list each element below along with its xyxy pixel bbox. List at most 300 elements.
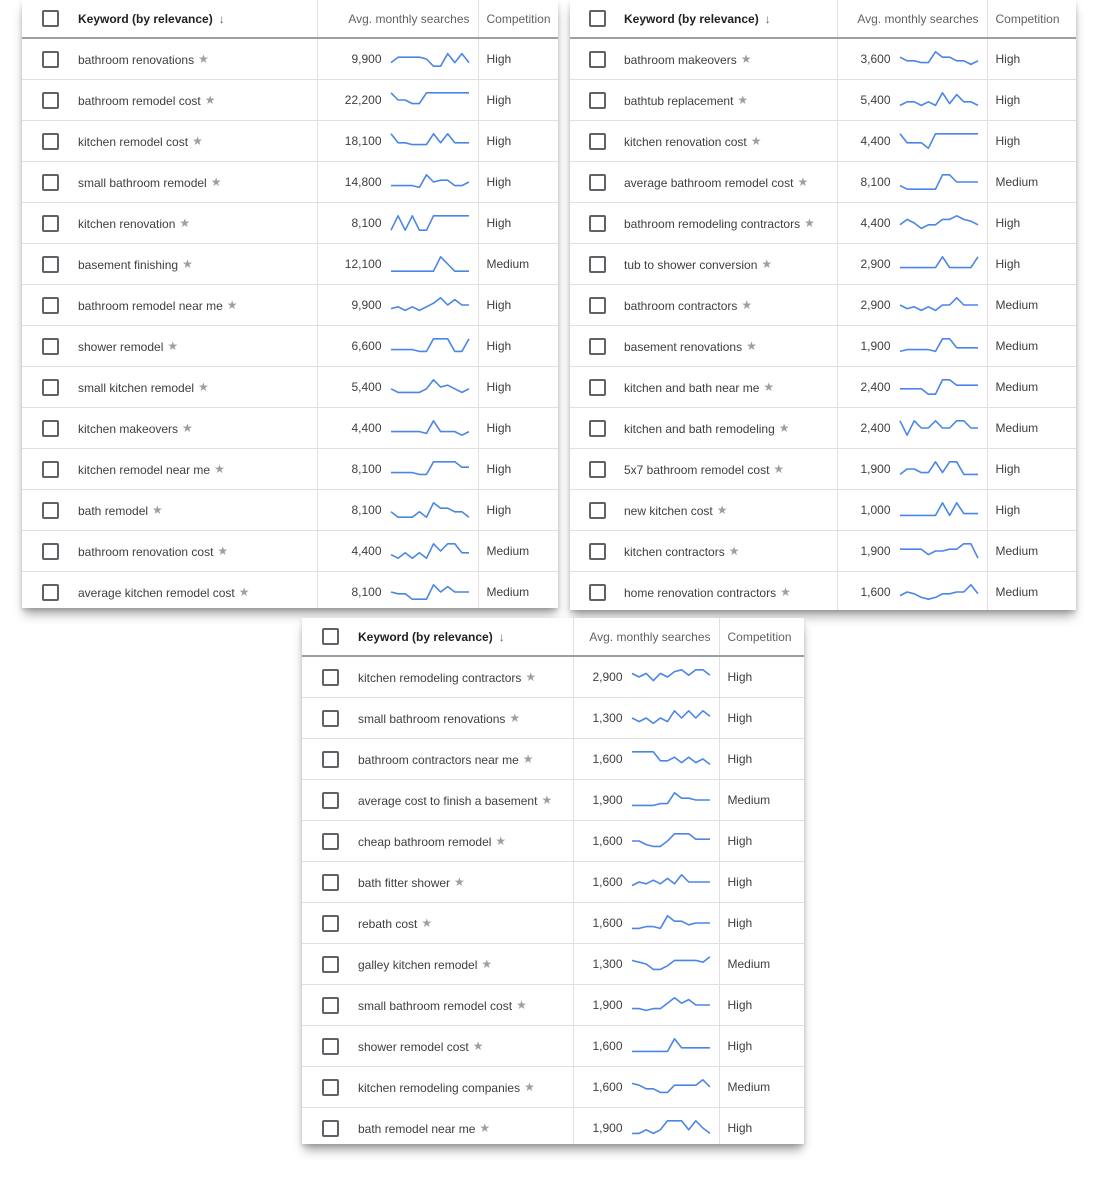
searches-cell bbox=[317, 367, 478, 408]
checkbox-icon bbox=[42, 133, 59, 150]
row-checkbox[interactable] bbox=[570, 203, 624, 244]
table-row[interactable] bbox=[302, 656, 804, 698]
searches-cell bbox=[317, 162, 478, 203]
table-row[interactable] bbox=[570, 162, 1076, 203]
trend-sparkline bbox=[390, 458, 470, 480]
trend-line bbox=[900, 52, 978, 65]
table-row[interactable] bbox=[570, 490, 1076, 531]
checkbox-icon bbox=[42, 174, 59, 191]
searches-value: 2,900 bbox=[860, 257, 891, 271]
competition-cell: Medium bbox=[987, 572, 1076, 611]
table-row[interactable] bbox=[570, 572, 1076, 611]
searches-cell bbox=[317, 449, 478, 490]
keyword-cell bbox=[78, 490, 317, 531]
competition-column-header[interactable]: Competition bbox=[478, 0, 558, 38]
row-checkbox[interactable] bbox=[570, 449, 624, 490]
checkbox-icon bbox=[589, 92, 606, 109]
checkbox-icon bbox=[322, 751, 339, 768]
row-checkbox[interactable] bbox=[22, 80, 78, 121]
keyword-text: bathroom contractors near me bbox=[358, 752, 519, 767]
row-checkbox[interactable] bbox=[22, 490, 78, 531]
row-checkbox[interactable] bbox=[302, 1026, 358, 1067]
star-icon[interactable]: ★ bbox=[516, 998, 527, 1013]
row-checkbox[interactable] bbox=[570, 490, 624, 531]
trend-line bbox=[632, 711, 710, 724]
searches-value: 1,000 bbox=[860, 503, 891, 517]
table-row[interactable] bbox=[22, 162, 558, 203]
trend-line bbox=[900, 93, 978, 106]
row-checkbox[interactable] bbox=[302, 1108, 358, 1145]
searches-value: 5,400 bbox=[351, 380, 382, 394]
checkbox-icon bbox=[322, 874, 339, 891]
searches-column-header[interactable]: Avg. monthly searches bbox=[317, 0, 478, 38]
star-icon[interactable]: ★ bbox=[737, 93, 749, 108]
star-icon[interactable]: ★ bbox=[525, 670, 537, 685]
searches-cell bbox=[837, 121, 987, 162]
table-row[interactable] bbox=[302, 780, 804, 821]
searches-value: 6,600 bbox=[351, 339, 382, 353]
star-icon[interactable]: ★ bbox=[750, 134, 762, 149]
table-row[interactable] bbox=[302, 1026, 804, 1067]
row-checkbox[interactable] bbox=[570, 244, 624, 285]
checkbox-icon bbox=[322, 628, 339, 645]
table-header-row bbox=[302, 618, 804, 656]
trend-line bbox=[632, 834, 710, 847]
table-row[interactable] bbox=[22, 572, 558, 609]
keyword-header-label: Keyword (by relevance) bbox=[78, 11, 213, 26]
keyword-text: bathroom remodel near me bbox=[78, 298, 223, 313]
select-all-checkbox[interactable] bbox=[570, 0, 624, 38]
keyword-cell bbox=[358, 903, 573, 944]
competition-cell: High bbox=[987, 490, 1076, 531]
row-checkbox[interactable] bbox=[570, 408, 624, 449]
searches-value: 1,600 bbox=[592, 834, 623, 848]
table-row[interactable] bbox=[570, 367, 1076, 408]
table-row[interactable] bbox=[570, 408, 1076, 449]
trend-sparkline bbox=[899, 212, 979, 234]
trend-sparkline bbox=[899, 89, 979, 111]
competition-cell: High bbox=[719, 985, 804, 1026]
trend-sparkline bbox=[631, 1117, 711, 1139]
keyword-cell bbox=[358, 739, 573, 780]
keyword-cell bbox=[624, 285, 837, 326]
searches-value: 8,100 bbox=[351, 462, 382, 476]
searches-cell bbox=[573, 862, 719, 903]
keyword-cell bbox=[358, 1067, 573, 1108]
searches-cell bbox=[573, 780, 719, 821]
star-icon[interactable]: ★ bbox=[152, 503, 163, 518]
searches-value: 8,100 bbox=[351, 216, 382, 230]
row-checkbox[interactable] bbox=[302, 656, 358, 698]
star-icon[interactable]: ★ bbox=[763, 380, 775, 395]
star-icon[interactable]: ★ bbox=[167, 339, 179, 354]
row-checkbox[interactable] bbox=[22, 449, 78, 490]
star-icon[interactable]: ★ bbox=[773, 462, 785, 477]
checkbox-icon bbox=[42, 51, 59, 68]
competition-column-header[interactable]: Competition bbox=[987, 0, 1076, 38]
trend-sparkline bbox=[390, 294, 470, 316]
competition-cell: High bbox=[719, 698, 804, 739]
star-icon[interactable]: ★ bbox=[522, 752, 534, 767]
row-checkbox[interactable] bbox=[570, 326, 624, 367]
searches-value: 1,300 bbox=[592, 957, 623, 971]
keyword-cell bbox=[78, 203, 317, 244]
searches-value: 2,900 bbox=[860, 298, 891, 312]
competition-cell: High bbox=[719, 656, 804, 698]
trend-line bbox=[900, 257, 978, 268]
searches-cell bbox=[317, 326, 478, 367]
trend-sparkline bbox=[899, 253, 979, 275]
trend-line bbox=[391, 462, 469, 475]
competition-cell: High bbox=[987, 80, 1076, 121]
trend-line bbox=[632, 957, 710, 970]
table-row[interactable] bbox=[570, 38, 1076, 80]
checkbox-icon bbox=[322, 997, 339, 1014]
trend-line bbox=[900, 585, 978, 599]
checkbox-icon bbox=[589, 297, 606, 314]
keyword-text: kitchen remodel cost bbox=[78, 134, 189, 149]
keyword-cell bbox=[78, 408, 317, 449]
searches-value: 4,400 bbox=[860, 216, 891, 230]
searches-cell bbox=[317, 572, 478, 609]
row-checkbox[interactable] bbox=[22, 244, 78, 285]
star-icon[interactable]: ★ bbox=[797, 175, 809, 190]
table-row[interactable] bbox=[302, 862, 804, 903]
row-checkbox[interactable] bbox=[570, 162, 624, 203]
competition-cell: High bbox=[719, 1026, 804, 1067]
table-row[interactable] bbox=[22, 38, 558, 80]
checkbox-icon bbox=[589, 379, 606, 396]
searches-cell bbox=[317, 121, 478, 162]
searches-value: 2,400 bbox=[860, 380, 891, 394]
star-icon[interactable]: ★ bbox=[192, 134, 203, 149]
keyword-table-panel bbox=[570, 0, 1076, 610]
star-icon[interactable]: ★ bbox=[214, 462, 225, 477]
star-icon[interactable]: ★ bbox=[481, 957, 493, 972]
searches-cell bbox=[837, 367, 987, 408]
trend-sparkline bbox=[899, 458, 979, 480]
searches-value: 9,900 bbox=[351, 298, 382, 312]
star-icon[interactable]: ★ bbox=[495, 834, 507, 849]
trend-line bbox=[391, 93, 469, 104]
row-checkbox[interactable] bbox=[302, 862, 358, 903]
searches-cell bbox=[837, 285, 987, 326]
table-row[interactable] bbox=[302, 944, 804, 985]
searches-cell bbox=[573, 944, 719, 985]
keyword-text: galley kitchen remodel bbox=[358, 957, 478, 972]
keyword-text: kitchen renovation bbox=[78, 216, 176, 231]
row-checkbox[interactable] bbox=[570, 572, 624, 611]
trend-sparkline bbox=[631, 789, 711, 811]
table-row[interactable] bbox=[302, 698, 804, 739]
trend-sparkline bbox=[390, 335, 470, 357]
keyword-column-header[interactable] bbox=[358, 618, 573, 656]
searches-value: 14,800 bbox=[344, 175, 382, 189]
keyword-cell bbox=[624, 203, 837, 244]
trend-sparkline bbox=[631, 871, 711, 893]
trend-sparkline bbox=[390, 253, 470, 275]
arrow-down-icon[interactable]: ↓ bbox=[764, 11, 771, 26]
star-icon[interactable]: ★ bbox=[541, 793, 553, 808]
table-row[interactable] bbox=[22, 449, 558, 490]
searches-cell bbox=[573, 985, 719, 1026]
checkbox-icon bbox=[322, 1120, 339, 1137]
keyword-text: kitchen makeovers bbox=[78, 421, 179, 436]
arrow-down-icon[interactable]: ↓ bbox=[498, 629, 505, 644]
searches-value: 1,600 bbox=[592, 875, 623, 889]
checkbox-icon bbox=[589, 174, 606, 191]
keyword-table bbox=[570, 0, 1076, 610]
checkbox-icon bbox=[589, 543, 606, 560]
searches-cell bbox=[573, 656, 719, 698]
table-row[interactable] bbox=[302, 739, 804, 780]
table-row[interactable] bbox=[302, 903, 804, 944]
row-checkbox[interactable] bbox=[302, 780, 358, 821]
star-icon[interactable]: ★ bbox=[179, 216, 191, 231]
keyword-column-header[interactable] bbox=[78, 0, 317, 38]
keyword-text: bath fitter shower bbox=[358, 875, 451, 890]
checkbox-icon bbox=[42, 584, 59, 601]
table-row[interactable] bbox=[570, 531, 1076, 572]
star-icon[interactable]: ★ bbox=[204, 93, 216, 108]
star-icon[interactable]: ★ bbox=[804, 216, 815, 231]
competition-cell: High bbox=[987, 121, 1076, 162]
row-checkbox[interactable] bbox=[570, 38, 624, 80]
competition-cell: Medium bbox=[987, 162, 1076, 203]
table-row[interactable] bbox=[22, 490, 558, 531]
keyword-text: kitchen and bath near me bbox=[624, 380, 760, 395]
row-checkbox[interactable] bbox=[570, 80, 624, 121]
table-row[interactable] bbox=[302, 821, 804, 862]
row-checkbox[interactable] bbox=[302, 985, 358, 1026]
trend-line bbox=[391, 54, 469, 67]
trend-sparkline bbox=[390, 130, 470, 152]
trend-line bbox=[900, 175, 978, 189]
competition-cell: High bbox=[478, 203, 558, 244]
trend-line bbox=[391, 216, 469, 230]
searches-value: 9,900 bbox=[351, 52, 382, 66]
checkbox-icon bbox=[589, 215, 606, 232]
row-checkbox[interactable] bbox=[570, 285, 624, 326]
searches-value: 8,100 bbox=[860, 175, 891, 189]
keyword-cell bbox=[624, 244, 837, 285]
star-icon[interactable]: ★ bbox=[728, 544, 740, 559]
trend-sparkline bbox=[631, 912, 711, 934]
searches-value: 1,900 bbox=[860, 339, 891, 353]
star-icon[interactable]: ★ bbox=[761, 257, 773, 272]
keyword-cell bbox=[358, 985, 573, 1026]
checkbox-icon bbox=[322, 1038, 339, 1055]
keyword-text: bathroom makeovers bbox=[624, 52, 737, 67]
checkbox-icon bbox=[42, 92, 59, 109]
star-icon[interactable]: ★ bbox=[182, 257, 193, 272]
row-checkbox[interactable] bbox=[22, 203, 78, 244]
trend-sparkline bbox=[899, 376, 979, 398]
competition-cell: High bbox=[719, 903, 804, 944]
row-checkbox[interactable] bbox=[22, 121, 78, 162]
table-row[interactable] bbox=[570, 244, 1076, 285]
searches-value: 4,400 bbox=[860, 134, 891, 148]
trend-sparkline bbox=[631, 707, 711, 729]
trend-sparkline bbox=[631, 666, 711, 688]
star-icon[interactable]: ★ bbox=[198, 380, 209, 395]
checkbox-icon bbox=[42, 502, 59, 519]
keyword-text: bathroom renovations bbox=[78, 52, 195, 67]
searches-value: 1,600 bbox=[592, 1080, 623, 1094]
table-row[interactable] bbox=[22, 367, 558, 408]
table-row[interactable] bbox=[22, 121, 558, 162]
arrow-down-icon[interactable]: ↓ bbox=[218, 11, 225, 26]
checkbox-icon bbox=[42, 297, 59, 314]
trend-line bbox=[900, 421, 978, 435]
keyword-text: small bathroom renovations bbox=[358, 711, 506, 726]
row-checkbox[interactable] bbox=[22, 367, 78, 408]
star-icon[interactable]: ★ bbox=[780, 585, 791, 600]
keyword-cell bbox=[358, 656, 573, 698]
row-checkbox[interactable] bbox=[302, 903, 358, 944]
row-checkbox[interactable] bbox=[302, 944, 358, 985]
searches-value: 1,600 bbox=[592, 916, 623, 930]
trend-line bbox=[391, 298, 469, 311]
searches-cell bbox=[837, 408, 987, 449]
table-row[interactable] bbox=[570, 203, 1076, 244]
row-checkbox[interactable] bbox=[22, 162, 78, 203]
select-all-checkbox[interactable] bbox=[22, 0, 78, 38]
table-row[interactable] bbox=[22, 326, 558, 367]
keyword-cell bbox=[78, 162, 317, 203]
star-icon[interactable]: ★ bbox=[509, 711, 521, 726]
row-checkbox[interactable] bbox=[22, 531, 78, 572]
row-checkbox[interactable] bbox=[302, 698, 358, 739]
table-row[interactable] bbox=[302, 985, 804, 1026]
star-icon[interactable]: ★ bbox=[746, 339, 757, 354]
row-checkbox[interactable] bbox=[22, 572, 78, 609]
keyword-cell bbox=[624, 449, 837, 490]
searches-column-header[interactable]: Avg. monthly searches bbox=[837, 0, 987, 38]
star-icon[interactable]: ★ bbox=[217, 544, 229, 559]
table-row[interactable] bbox=[570, 80, 1076, 121]
star-icon[interactable]: ★ bbox=[454, 875, 465, 890]
checkbox-icon bbox=[322, 792, 339, 809]
checkbox-icon bbox=[42, 379, 59, 396]
table-row[interactable] bbox=[302, 1108, 804, 1145]
searches-cell bbox=[837, 244, 987, 285]
table-row[interactable] bbox=[570, 121, 1076, 162]
searches-cell bbox=[837, 572, 987, 611]
searches-value: 2,400 bbox=[860, 421, 891, 435]
star-icon[interactable]: ★ bbox=[479, 1121, 491, 1136]
star-icon[interactable]: ★ bbox=[226, 298, 238, 313]
table-row[interactable] bbox=[570, 285, 1076, 326]
star-icon[interactable]: ★ bbox=[741, 298, 753, 313]
keyword-cell bbox=[358, 944, 573, 985]
row-checkbox[interactable] bbox=[302, 821, 358, 862]
row-checkbox[interactable] bbox=[22, 326, 78, 367]
table-row[interactable] bbox=[22, 203, 558, 244]
row-checkbox[interactable] bbox=[302, 1067, 358, 1108]
row-checkbox[interactable] bbox=[22, 285, 78, 326]
star-icon[interactable]: ★ bbox=[716, 503, 728, 518]
row-checkbox[interactable] bbox=[302, 739, 358, 780]
trend-line bbox=[391, 544, 469, 558]
trend-sparkline bbox=[631, 994, 711, 1016]
table-row[interactable] bbox=[22, 244, 558, 285]
row-checkbox[interactable] bbox=[22, 38, 78, 80]
keyword-table-body bbox=[302, 656, 804, 1144]
keyword-text: bathtub replacement bbox=[624, 93, 734, 108]
searches-cell bbox=[573, 1026, 719, 1067]
row-checkbox[interactable] bbox=[22, 408, 78, 449]
select-all-checkbox[interactable] bbox=[302, 618, 358, 656]
keyword-text: small bathroom remodel bbox=[78, 175, 207, 190]
table-row[interactable] bbox=[570, 326, 1076, 367]
keyword-text: bathroom remodel cost bbox=[78, 93, 201, 108]
table-row[interactable] bbox=[22, 408, 558, 449]
searches-column-header[interactable]: Avg. monthly searches bbox=[573, 618, 719, 656]
keyword-cell bbox=[358, 1026, 573, 1067]
trend-line bbox=[632, 875, 710, 886]
searches-value: 1,900 bbox=[860, 462, 891, 476]
trend-line bbox=[391, 257, 469, 271]
keyword-header-label: Keyword (by relevance) bbox=[624, 11, 759, 26]
table-row[interactable] bbox=[22, 285, 558, 326]
trend-line bbox=[391, 134, 469, 145]
row-checkbox[interactable] bbox=[570, 121, 624, 162]
competition-cell: High bbox=[478, 285, 558, 326]
keyword-column-header[interactable] bbox=[624, 0, 837, 38]
competition-cell: Medium bbox=[987, 285, 1076, 326]
table-row[interactable] bbox=[302, 1067, 804, 1108]
row-checkbox[interactable] bbox=[570, 531, 624, 572]
table-row[interactable] bbox=[22, 531, 558, 572]
checkbox-icon bbox=[322, 1079, 339, 1096]
row-checkbox[interactable] bbox=[570, 367, 624, 408]
star-icon[interactable]: ★ bbox=[740, 52, 752, 67]
searches-cell bbox=[573, 1067, 719, 1108]
keyword-cell bbox=[624, 80, 837, 121]
keyword-cell bbox=[624, 490, 837, 531]
table-row[interactable] bbox=[570, 449, 1076, 490]
trend-sparkline bbox=[631, 953, 711, 975]
star-icon[interactable]: ★ bbox=[182, 421, 193, 436]
star-icon[interactable]: ★ bbox=[472, 1039, 484, 1054]
trend-line bbox=[900, 544, 978, 558]
searches-cell bbox=[837, 80, 987, 121]
star-icon[interactable]: ★ bbox=[238, 585, 250, 600]
table-header-row bbox=[570, 0, 1076, 38]
competition-cell: High bbox=[719, 1108, 804, 1145]
searches-cell bbox=[837, 162, 987, 203]
star-icon[interactable]: ★ bbox=[198, 52, 209, 67]
star-icon[interactable]: ★ bbox=[778, 421, 790, 436]
searches-value: 1,300 bbox=[592, 711, 623, 725]
keyword-text: cheap bathroom remodel bbox=[358, 834, 492, 849]
trend-line bbox=[632, 1080, 710, 1093]
star-icon[interactable]: ★ bbox=[421, 916, 433, 931]
star-icon[interactable]: ★ bbox=[524, 1080, 535, 1095]
trend-line bbox=[632, 752, 710, 765]
star-icon[interactable]: ★ bbox=[210, 175, 222, 190]
checkbox-icon bbox=[589, 256, 606, 273]
checkbox-icon bbox=[322, 833, 339, 850]
table-row[interactable] bbox=[22, 80, 558, 121]
keyword-text: basement renovations bbox=[624, 339, 743, 354]
checkbox-icon bbox=[589, 51, 606, 68]
trend-sparkline bbox=[390, 89, 470, 111]
searches-cell bbox=[573, 739, 719, 780]
keyword-cell bbox=[78, 80, 317, 121]
competition-column-header[interactable]: Competition bbox=[719, 618, 804, 656]
